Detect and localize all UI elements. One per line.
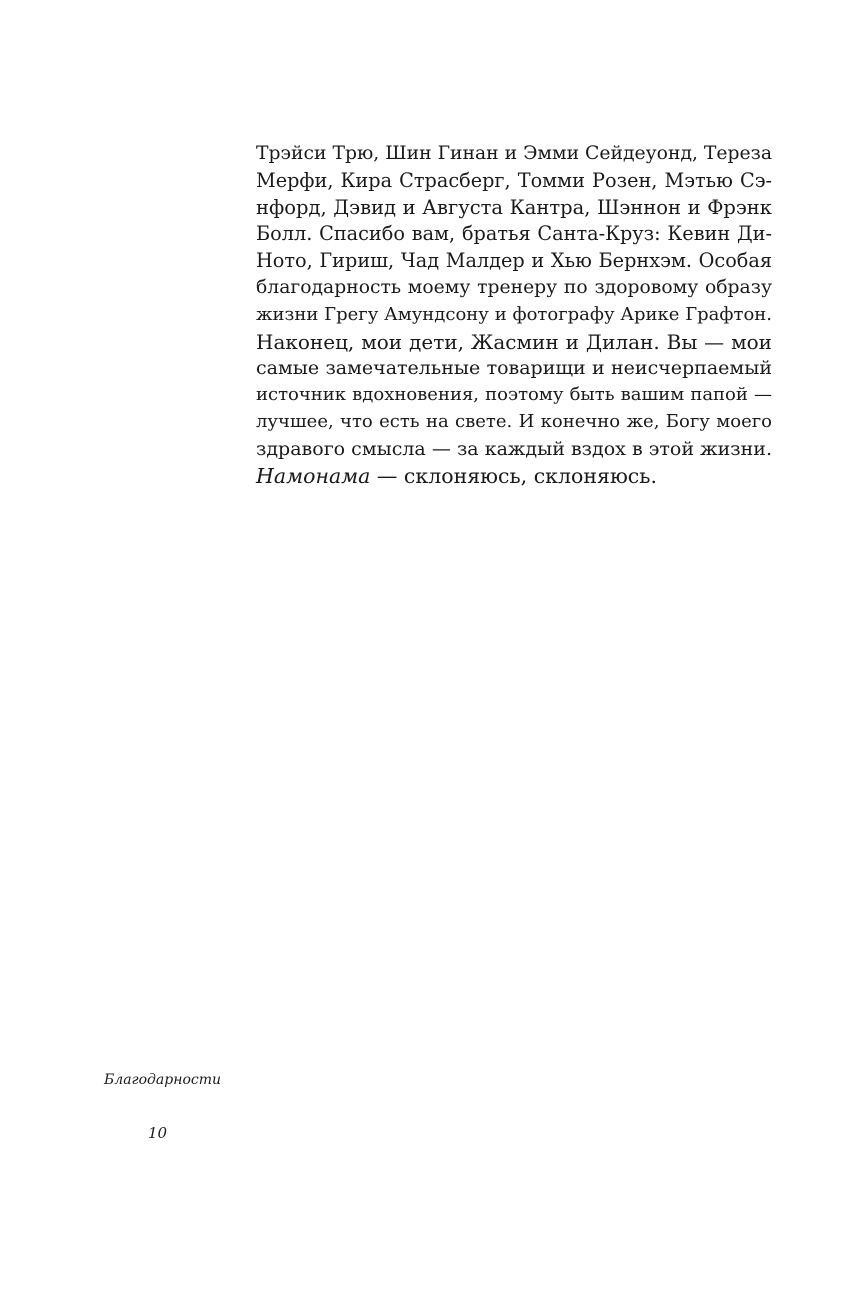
text-line-last xyxy=(256,463,772,490)
text-line: лучшее, что есть на свете. И конечно же, Богу моего xyxy=(256,410,772,432)
text-line-rest: — склоняюсь, склоняюсь. xyxy=(370,463,657,488)
text-line: Болл. Спасибо вам, братья Санта-Круз: Кевин Ди- xyxy=(256,222,772,246)
text-line: самые замечательные товарищи и неисчерпаемый xyxy=(256,357,772,380)
text-line: благодарность моему тренеру по здоровому образу xyxy=(256,276,772,298)
text-line: источник вдохновения, поэтому быть вашим папой — xyxy=(256,384,772,406)
text-line: здравого смысла — за каждый вздох в этой жизни. xyxy=(256,437,772,460)
text-line: Трэйси Трю, Шин Гинан и Эмми Сейдеуонд, Тереза xyxy=(256,143,773,164)
body-paragraph xyxy=(256,141,772,489)
text-line: Мерфи, Кира Страсберг, Томми Розен, Мэтью Сэ- xyxy=(256,168,772,192)
text-line: жизни Грегу Амундсону и фотографу Арике Графтон. xyxy=(256,303,772,325)
text-line: Наконец, мои дети, Жасмин и Дилан. Вы — мои xyxy=(256,329,772,354)
page-number: 10 xyxy=(148,1124,168,1142)
running-title: Благодарности xyxy=(104,1072,222,1088)
italic-word: Намонама xyxy=(256,463,371,488)
text-line: нфорд, Дэвид и Августа Кантра, Шэннон и Фрэнк xyxy=(256,195,772,219)
text-line: Ното, Гириш, Чад Малдер и Хью Бернхэм. Особая xyxy=(256,249,772,273)
